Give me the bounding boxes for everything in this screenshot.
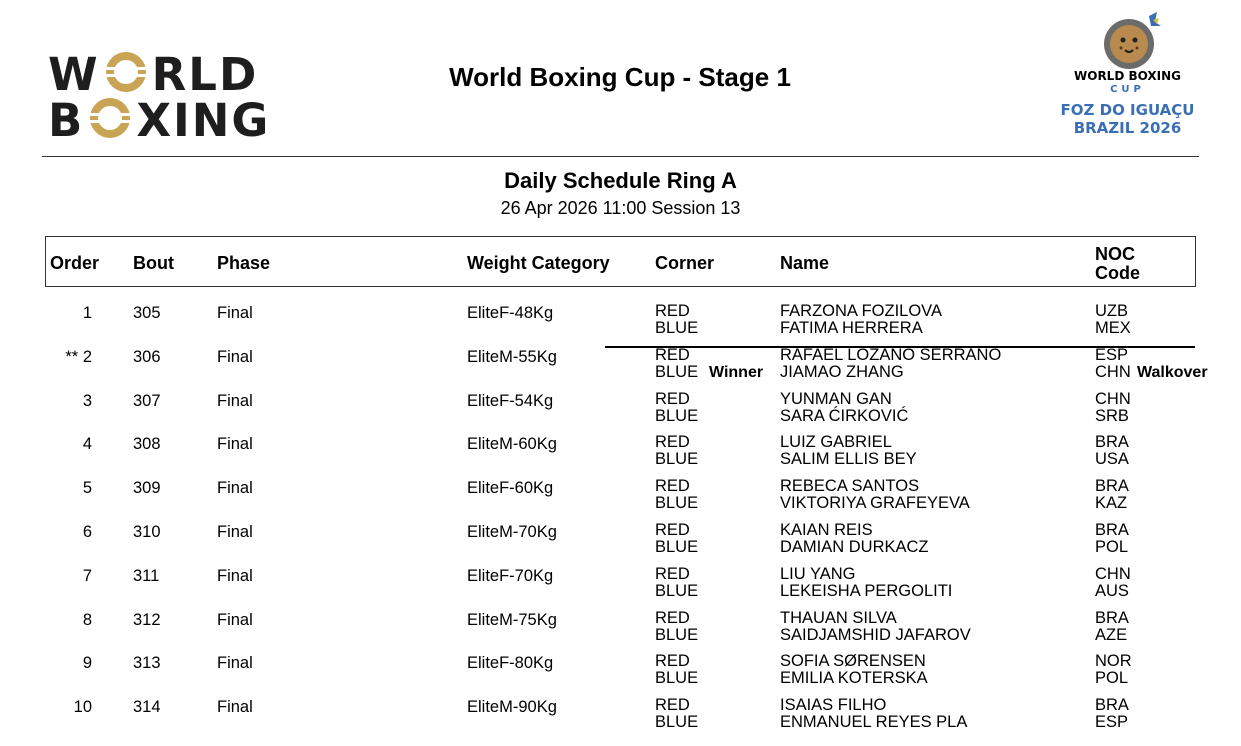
corner-blue: BLUE <box>655 494 699 513</box>
world-boxing-cup-logo <box>1055 10 1200 145</box>
logo-ring-icon <box>102 52 150 92</box>
bout-weight-category: EliteM-90Kg <box>467 698 557 717</box>
red-noc-code: BRA <box>1095 521 1129 539</box>
red-noc-code: BRA <box>1095 608 1129 627</box>
bout-order: 4 <box>82 435 92 454</box>
red-noc-code: NOR <box>1095 652 1132 671</box>
bout-order: 3 <box>82 391 92 410</box>
bout-phase: Final <box>217 654 253 673</box>
bout-weight-category: EliteM-55Kg <box>467 347 557 366</box>
corner-red: RED <box>655 696 690 715</box>
column-header-name: Name <box>780 253 830 273</box>
corner-blue: BLUE <box>655 669 699 688</box>
logo-ring-icon <box>86 98 134 138</box>
corner-blue: BLUE <box>655 319 699 337</box>
blue-noc-code: SRB <box>1095 406 1129 425</box>
bout-phase: Final <box>217 523 253 541</box>
bout-weight-category: EliteM-70Kg <box>467 523 557 541</box>
bout-phase: Final <box>217 566 253 585</box>
bout-order: 10 <box>73 698 92 717</box>
red-noc-code: CHN <box>1095 564 1131 583</box>
bout-phase: Final <box>217 391 253 410</box>
bout-order: 8 <box>82 610 92 629</box>
bout-phase: Final <box>217 304 253 322</box>
bout-phase: Final <box>217 435 253 454</box>
corner-blue: BLUE <box>655 713 699 732</box>
red-boxer-name: FARZONA FOZILOVA <box>780 302 942 320</box>
bout-phase: Final <box>217 347 253 366</box>
blue-boxer-name: SALIM ELLIS BEY <box>780 450 917 469</box>
corner-blue: BLUE <box>655 362 699 381</box>
blue-noc-code: ESP <box>1095 713 1129 732</box>
bout-phase: Final <box>217 698 253 717</box>
blue-noc-code: CHN <box>1095 362 1131 381</box>
red-noc-code: BRA <box>1095 477 1129 496</box>
corner-red: RED <box>655 433 690 452</box>
corner-blue: BLUE <box>655 406 699 425</box>
blue-boxer-name: SARA ĆIRKOVIĆ <box>780 406 909 425</box>
world-boxing-logo <box>48 48 323 147</box>
blue-boxer-name: SAIDJAMSHID JAFAROV <box>780 625 971 644</box>
bout-weight-category: EliteM-75Kg <box>467 610 557 629</box>
column-header-noc-code: Code <box>1095 263 1140 283</box>
red-boxer-name: ISAIAS FILHO <box>780 696 887 715</box>
page-title: World Boxing Cup - Stage 1 <box>449 62 791 92</box>
bout-phase: Final <box>217 479 253 498</box>
corner-red: RED <box>655 521 690 539</box>
red-boxer-name: REBECA SANTOS <box>780 477 920 496</box>
red-noc-code: UZB <box>1095 302 1128 320</box>
bout-weight-category: EliteF-80Kg <box>467 654 554 673</box>
corner-red: RED <box>655 345 690 364</box>
red-noc-code: ESP <box>1095 345 1129 364</box>
column-header-order: Order <box>50 253 100 273</box>
blue-noc-code: AZE <box>1095 625 1128 644</box>
bout-order: 9 <box>82 654 92 673</box>
bout-number: 311 <box>133 566 160 585</box>
column-header-phase: Phase <box>217 253 271 273</box>
blue-boxer-name: VIKTORIYA GRAFEYEVA <box>780 494 970 513</box>
bout-number: 313 <box>133 654 161 673</box>
bout-number: 312 <box>133 610 161 629</box>
bout-number: 310 <box>133 523 161 541</box>
bout-phase: Final <box>217 610 253 629</box>
blue-boxer-name: DAMIAN DURKACZ <box>780 538 929 556</box>
schedule-subtitle: 26 Apr 2026 11:00 Session 13 <box>500 198 741 218</box>
bout-weight-category: EliteM-60Kg <box>467 435 557 454</box>
bout-weight-category: EliteF-54Kg <box>467 391 554 410</box>
corner-red: RED <box>655 608 690 627</box>
red-boxer-name: THAUAN SILVA <box>780 608 897 627</box>
walkover-label: Walkover <box>1137 363 1208 381</box>
corner-blue: BLUE <box>655 538 699 556</box>
blue-noc-code: KAZ <box>1095 494 1128 513</box>
blue-noc-code: POL <box>1095 669 1129 688</box>
blue-noc-code: MEX <box>1095 319 1131 337</box>
blue-boxer-name: ENMANUEL REYES PLA <box>780 713 968 732</box>
blue-noc-code: USA <box>1095 450 1129 469</box>
corner-blue: BLUE <box>655 450 699 469</box>
cup-logo-line2: CUP <box>1110 84 1145 95</box>
column-header-bout: Bout <box>133 253 174 273</box>
bout-number: 308 <box>133 435 161 454</box>
bout-weight-category: EliteF-48Kg <box>467 304 554 322</box>
bout-weight-category: EliteF-60Kg <box>467 479 554 498</box>
jaguar-emblem-icon <box>1099 10 1169 72</box>
header-divider <box>42 156 1199 157</box>
column-header-weight: Weight Category <box>467 253 610 273</box>
bout-number: 307 <box>133 391 161 410</box>
column-header-noc: NOC <box>1095 244 1135 264</box>
cup-logo-line4: BRAZIL 2026 <box>1073 119 1182 137</box>
blue-boxer-name: EMILIA KOTERSKA <box>780 669 928 688</box>
blue-noc-code: AUS <box>1095 581 1129 600</box>
red-boxer-name: LIU YANG <box>780 564 856 583</box>
bout-order: 7 <box>82 566 92 585</box>
red-boxer-name: LUIZ GABRIEL <box>780 433 892 452</box>
logo-line-boxing: B XING <box>48 94 271 147</box>
blue-boxer-name: LEKEISHA PERGOLITI <box>780 581 953 600</box>
bout-order: 5 <box>82 479 92 498</box>
red-boxer-name: YUNMAN GAN <box>780 389 892 408</box>
schedule-title: Daily Schedule Ring A <box>504 168 737 193</box>
red-boxer-name: KAIAN REIS <box>780 521 873 539</box>
corner-red: RED <box>655 564 690 583</box>
corner-blue: BLUE <box>655 581 699 600</box>
logo-line-world: W RLD <box>48 48 259 101</box>
red-noc-code: BRA <box>1095 433 1129 452</box>
corner-blue: BLUE <box>655 625 699 644</box>
red-boxer-name: SOFIA SØRENSEN <box>780 652 926 671</box>
bout-weight-category: EliteF-70Kg <box>467 566 554 585</box>
red-noc-code: CHN <box>1095 389 1131 408</box>
bout-number: 314 <box>133 698 161 717</box>
column-header-corner: Corner <box>655 253 715 273</box>
red-noc-code: BRA <box>1095 696 1129 715</box>
cup-logo-line3: FOZ DO IGUAÇU <box>1060 101 1195 119</box>
bout-number: 309 <box>133 479 161 498</box>
winner-label: Winner <box>709 363 764 381</box>
bout-number: 305 <box>133 304 161 322</box>
bout-order: ** 2 <box>65 347 92 366</box>
bout-number: 306 <box>133 347 161 366</box>
corner-red: RED <box>655 389 690 408</box>
corner-red: RED <box>655 477 690 496</box>
red-boxer-name: RAFAEL LOZANO SERRANO <box>780 345 1002 364</box>
blue-boxer-name: JIAMAO ZHANG <box>780 362 904 381</box>
walkover-strikethrough <box>605 346 1195 348</box>
blue-boxer-name: FATIMA HERRERA <box>780 319 923 337</box>
corner-red: RED <box>655 652 690 671</box>
bout-order: 1 <box>82 304 92 322</box>
cup-logo-line1: WORLD BOXING <box>1074 69 1181 83</box>
bout-order: 6 <box>82 523 92 541</box>
corner-red: RED <box>655 302 690 320</box>
blue-noc-code: POL <box>1095 538 1129 556</box>
